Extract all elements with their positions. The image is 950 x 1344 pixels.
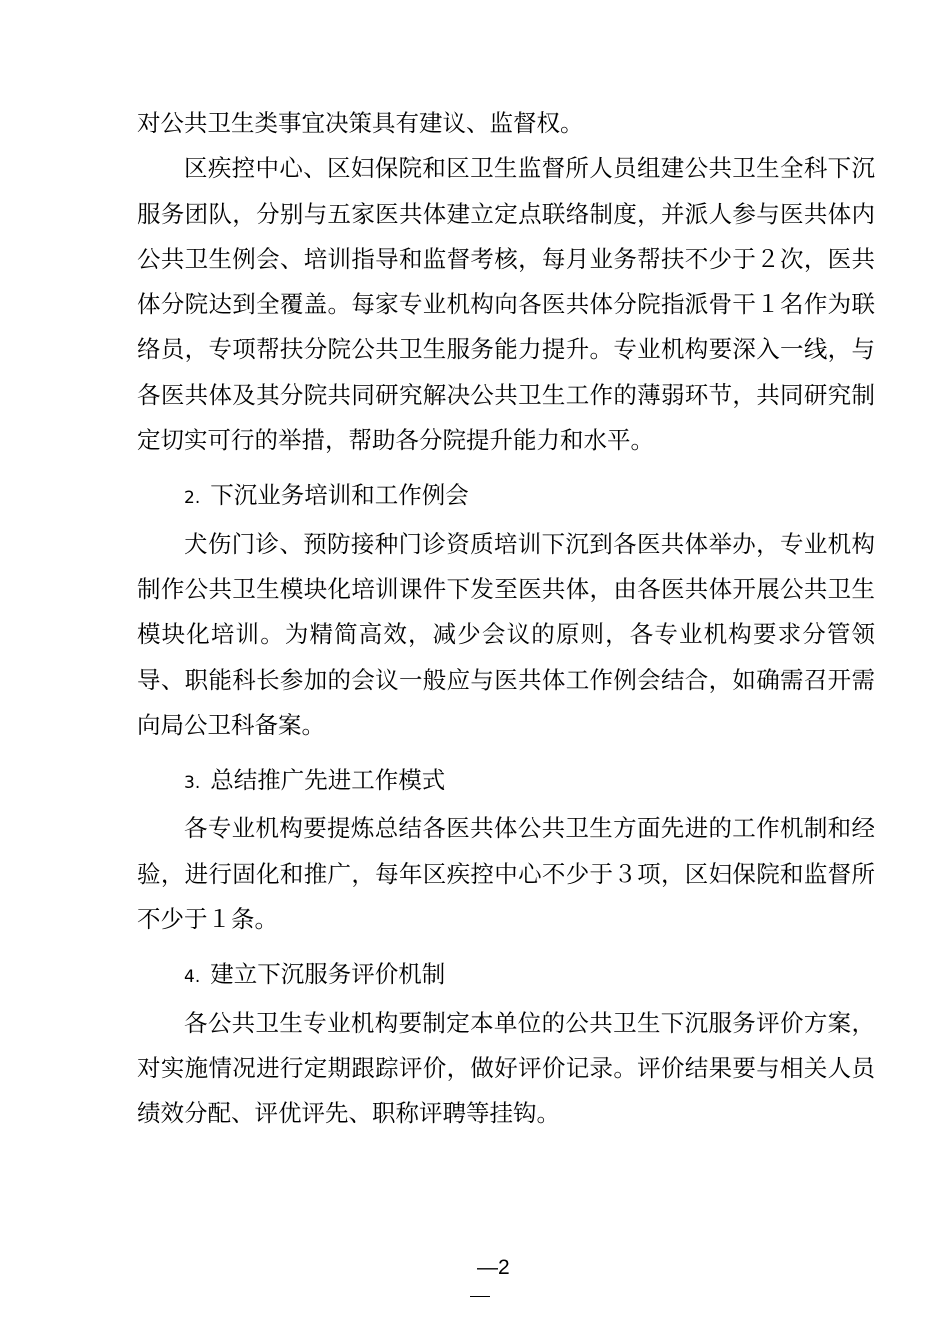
section-body-2: 犬伤门诊、预防接种门诊资质培训下沉到各医共体举办，专业机构制作公共卫生模块化培训课件下发至医共体，由各医共体开展公共卫生模块化培训。为精简高效，减少会议的原则，各专业机构要求分管领导、职能科长参加的会议一般应与医共体工作例会结合，如确需召开需向局公卫科备案。 bbox=[137, 529, 875, 739]
page-number: —2 bbox=[477, 1256, 510, 1279]
section-title: 建立下沉服务评价机制 bbox=[210, 960, 446, 989]
document-body bbox=[137, 101, 875, 1137]
section-heading-3 bbox=[137, 758, 875, 806]
paragraph-team: 区疾控中心、区妇保院和区卫生监督所人员组建公共卫生全科下沉服务团队，分别与五家医共体建立定点联络制度，并派人参与医共体内公共卫生例会、培训指导和监督考核，每月业务帮扶不少于２次，医共体分院达到全覆盖。每家专业机构向各医共体分院指派骨干１名作为联络员，专项帮扶分院公共卫生服务能力提升。专业机构要深入一线，与各医共体及其分院共同研究解决公共卫生工作的薄弱环节，共同研究制定切实可行的举措，帮助各分院提升能力和水平。 bbox=[137, 154, 875, 455]
section-number: 3. bbox=[184, 773, 201, 794]
paragraph-continued: 对公共卫生类事宜决策具有建议、监督权。 bbox=[137, 109, 584, 137]
section-number: 2. bbox=[184, 488, 201, 509]
section-heading-4 bbox=[137, 952, 875, 1000]
section-body-4: 各公共卫生专业机构要制定本单位的公共卫生下沉服务评价方案，对实施情况进行定期跟踪评价，做好评价记录。评价结果要与相关人员绩效分配、评优评先、职称评聘等挂钩。 bbox=[137, 1008, 875, 1128]
section-body-3: 各专业机构要提炼总结各医共体公共卫生方面先进的工作机制和经验，进行固化和推广，每年区疾控中心不少于３项，区妇保院和监督所不少于１条。 bbox=[137, 814, 875, 934]
page-number-dash bbox=[470, 1296, 490, 1297]
section-title: 总结推广先进工作模式 bbox=[210, 766, 446, 795]
section-number: 4. bbox=[184, 967, 201, 988]
section-heading-2 bbox=[137, 473, 875, 521]
section-title: 下沉业务培训和工作例会 bbox=[210, 481, 469, 510]
